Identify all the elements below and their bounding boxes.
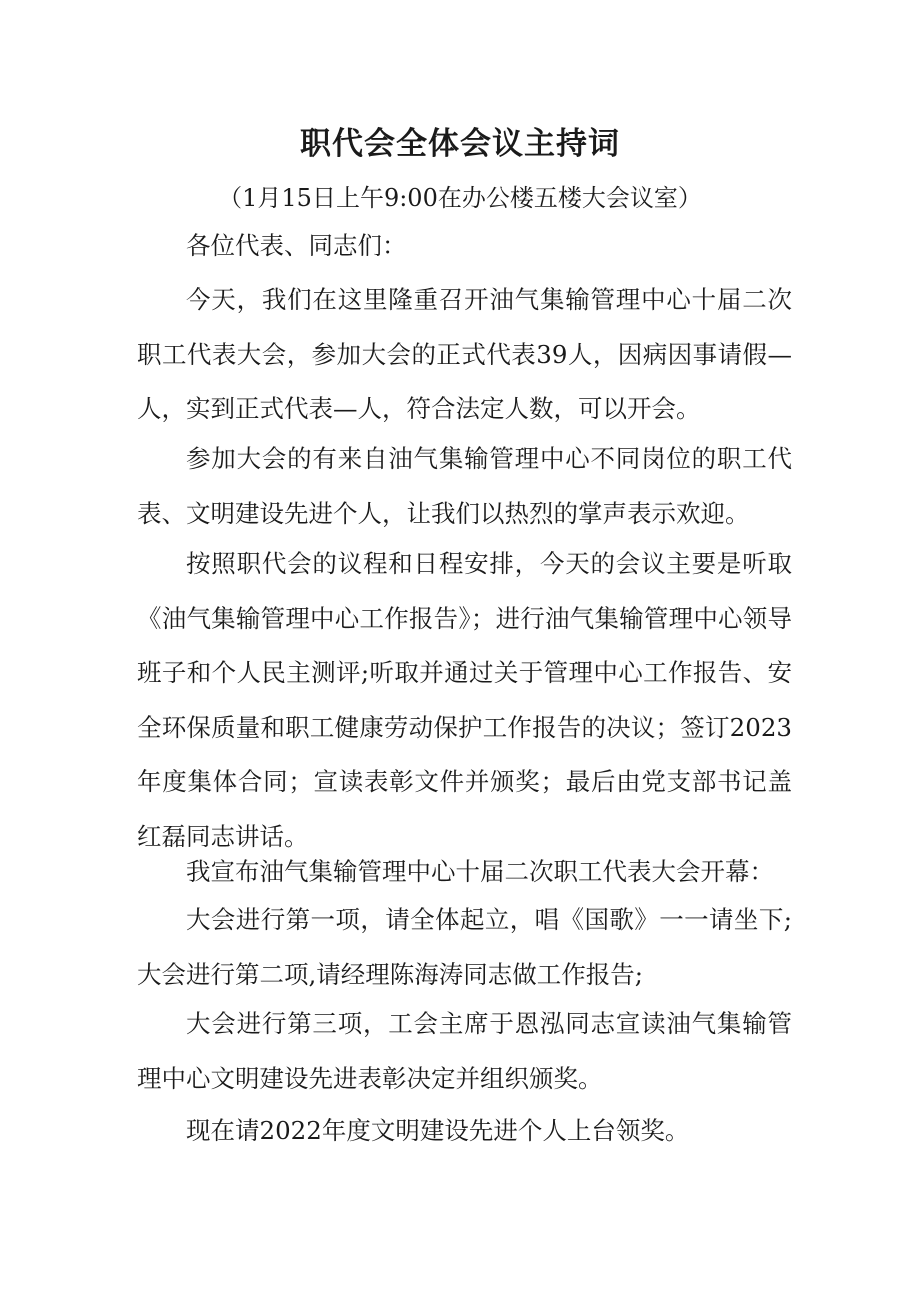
paragraph-opening: 我宣布油气集输管理中心十届二次职工代表大会开幕： [186, 857, 774, 886]
document-subtitle: （1月15日上午9:00在办公楼五楼大会议室） [218, 184, 702, 212]
paragraph-item-three: 大会进行第三项，工会主席于恩泓同志宣读油气集输管理中心文明建设先进表彰决定并组织颁奖。 [137, 1009, 792, 1093]
greeting: 各位代表、同志们： [186, 231, 407, 260]
paragraph-welcome: 参加大会的有来自油气集输管理中心不同岗位的职工代表、文明建设先进个人，让我们以热烈的掌声表示欢迎。 [137, 444, 792, 528]
paragraph-agenda: 按照职代会的议程和日程安排，今天的会议主要是听取《油气集输管理中心工作报告》；进行油气集输管理中心领导班子和个人民主测评;听取并通过关于管理中心工作报告、安全环保质量和职工健康劳动保护工作报告的决议；签订2023年度集体合同；宣读表彰文件并颁奖；最后由党支部书记盖红磊同志讲话。 [137, 549, 792, 851]
paragraph-award: 现在请2022年度文明建设先进个人上台领奖。 [186, 1116, 690, 1145]
paragraph-item-one-two: 大会进行第一项，请全体起立，唱《国歌》一一请坐下;大会进行第二项,请经理陈海涛同志做工作报告; [137, 905, 792, 989]
document-title: 职代会全体会议主持词 [300, 126, 620, 162]
paragraph-attendance: 今天，我们在这里隆重召开油气集输管理中心十届二次职工代表大会，参加大会的正式代表39人，因病因事请假—人，实到正式代表—人，符合法定人数，可以开会。 [137, 285, 792, 423]
